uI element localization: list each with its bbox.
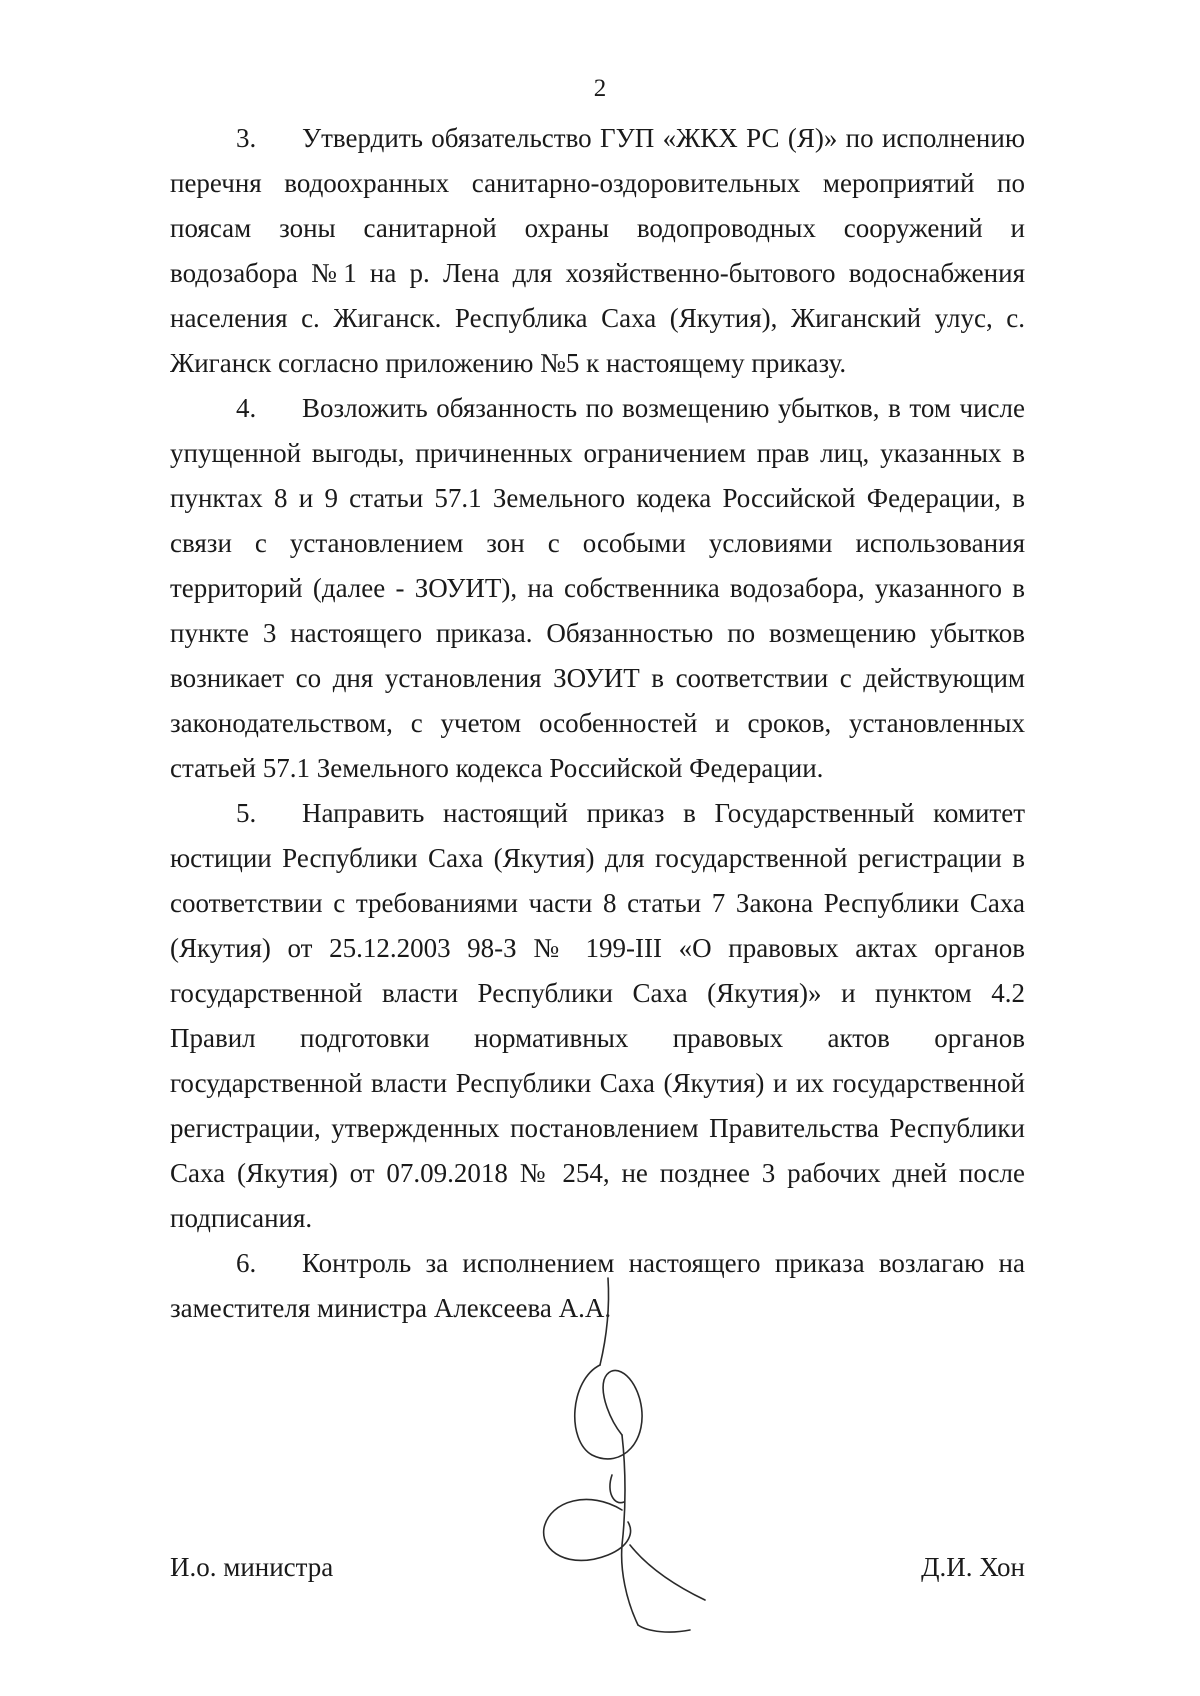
paragraph-text: Направить настоящий приказ в Государственный комитет юстиции Республики Саха (Якутия) для государственной регистрации в соответствии с требованиями части 8 статьи 7 Закона Республики Саха (Якутия) от 25.12.2003 98-З № 199-III «О правовых актах органов государственной власти Республики Саха (Якутия)» и пунктом 4.2 Правил подготовки нормативных правовых актов органов государственной власти Республики Саха (Якутия) и их государственной регистрации, утвержденных постановлением Правительства Республики Саха (Якутия) от 07.09.2018 № 254, не позднее 3 рабочих дней после подписания.	[170, 798, 1025, 1233]
paragraph-number: 3.	[236, 123, 257, 153]
paragraph-number: 5.	[236, 798, 257, 828]
paragraph-number: 4.	[236, 393, 257, 423]
paragraph-text: Возложить обязанность по возмещению убытков, в том числе упущенной выгоды, причиненных ограничением прав лиц, указанных в пунктах 8 и 9 статьи 57.1 Земельного кодека Российской Федерации, в связи с установлением зон с особыми условиями использования территорий (далее - ЗОУИТ), на собственника водозабора, указанного в пункте 3 настоящего приказа. Обязанностью по возмещению убытков возникает со дня установления ЗОУИТ в соответствии с действующим законодательством, с учетом особенностей и сроков, установленных статьей 57.1 Земельного кодекса Российской Федерации.	[170, 393, 1025, 783]
handwritten-signature	[530, 1270, 750, 1650]
paragraph-4	[170, 386, 1025, 791]
document-body	[170, 116, 1025, 1331]
signatory-title: И.о. министра	[170, 1552, 334, 1582]
paragraph-3	[170, 116, 1025, 386]
signatory-name: Д.И. Хон	[921, 1552, 1025, 1582]
paragraph-5	[170, 791, 1025, 1241]
signature-block	[170, 1270, 1025, 1650]
paragraph-number: 6.	[236, 1248, 257, 1278]
page-number: 2	[593, 75, 607, 102]
paragraph-text: Контроль за исполнением настоящего приказа возлагаю на заместителя министра Алексеева А.А.	[170, 1248, 1025, 1323]
paragraph-text: Утвердить обязательство ГУП «ЖКХ РС (Я)» по исполнению перечня водоохранных санитарно-оздоровительных мероприятий по поясам зоны санитарной охраны водопроводных сооружений и водозабора №1 на р. Лена для хозяйственно-бытового водоснабжения населения с. Жиганск. Республика Саха (Якутия), Жиганский улус, с. Жиганск согласно приложению №5 к настоящему приказу.	[170, 123, 1025, 378]
